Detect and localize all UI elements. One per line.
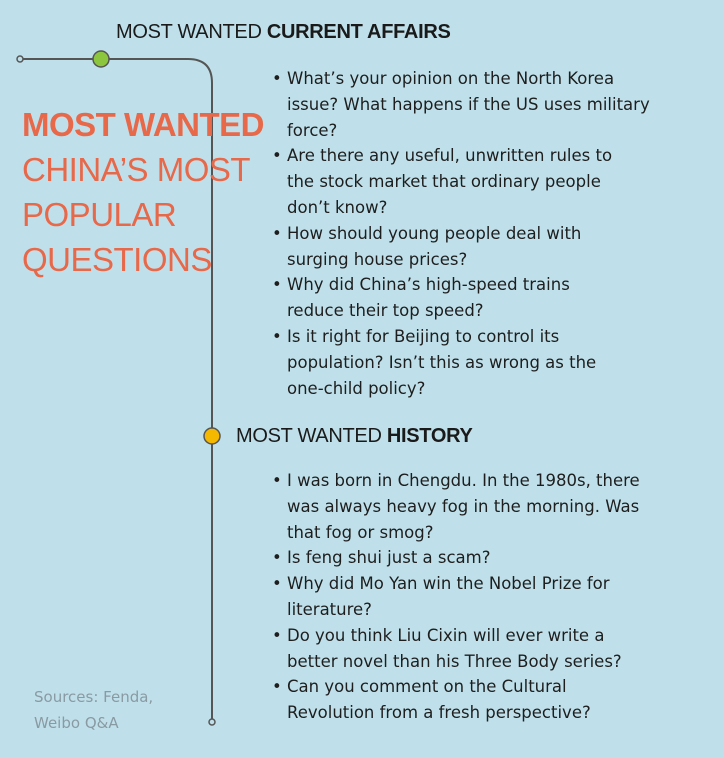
- list-item: • Why did China’s high-speed trains reduce their top speed?: [272, 272, 657, 324]
- current-affairs-topic: CURRENT AFFAIRS: [266, 21, 451, 43]
- list-item: • Is it right for Beijing to control its population? Isn’t this as wrong as the one-child policy?: [272, 324, 657, 401]
- list-item: • Can you comment on the Cultural Revolution from a fresh perspective?: [272, 674, 657, 726]
- main-title: [22, 102, 264, 282]
- sources-note: Sources: Fenda, Weibo Q&A: [34, 688, 154, 732]
- history-node: [204, 428, 220, 444]
- current-affairs-prefix: MOST WANTED: [116, 21, 262, 43]
- title-line-2: CHINA’S MOST: [22, 151, 251, 188]
- timeline-end-dot: [209, 719, 215, 725]
- list-item: • Is feng shui just a scam?: [272, 545, 657, 571]
- list-item: • Why did Mo Yan win the Nobel Prize for literature?: [272, 571, 657, 623]
- current-affairs-list: [272, 66, 657, 401]
- title-line-1: MOST WANTED: [22, 106, 264, 143]
- list-item: • Are there any useful, unwritten rules to the stock market that ordinary people don’t know?: [272, 143, 657, 220]
- list-item: • How should young people deal with surging house prices?: [272, 221, 657, 273]
- list-item: • What’s your opinion on the North Korea issue? What happens if the US uses military force?: [272, 66, 657, 143]
- current-affairs-heading: [116, 21, 451, 44]
- history-topic: HISTORY: [386, 425, 473, 447]
- list-item: • I was born in Chengdu. In the 1980s, there was always heavy fog in the morning. Was that fog or smog?: [272, 468, 657, 545]
- timeline-start-dot: [17, 56, 23, 62]
- title-line-3: POPULAR: [22, 196, 177, 233]
- history-heading: [236, 425, 473, 448]
- list-item: • Do you think Liu Cixin will ever write a better novel than his Three Body series?: [272, 623, 657, 675]
- history-prefix: MOST WANTED: [236, 425, 382, 447]
- title-line-4: QUESTIONS: [22, 241, 212, 278]
- current-affairs-node: [93, 51, 109, 67]
- history-list: [272, 468, 657, 726]
